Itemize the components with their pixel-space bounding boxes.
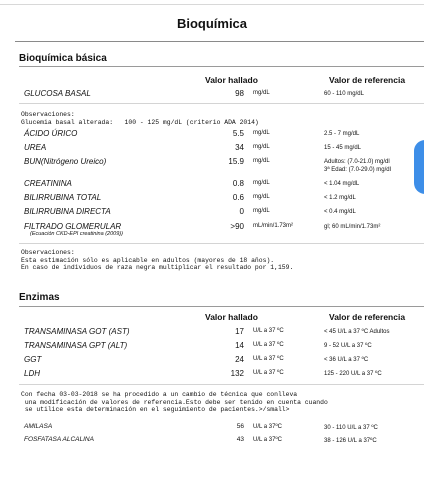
test-method: (Ecuación CKD-EPI creatinina (2009)) [30, 231, 123, 237]
test-unit: U/L a 37ºC [253, 424, 282, 430]
test-reference: 60 - 110 mg/dL [324, 91, 364, 97]
test-value: 98 [235, 89, 244, 98]
column-header-found: Valor hallado [205, 75, 258, 85]
test-value: 43 [236, 436, 244, 443]
result-row-acido-urico [0, 129, 424, 141]
result-row-ggt [0, 355, 424, 367]
test-unit: mg/dL [253, 158, 270, 164]
test-unit: mL/min/1.73m² [253, 223, 294, 229]
test-unit: mg/dL [253, 144, 270, 150]
test-unit: mg/dL [253, 130, 270, 136]
test-reference: < 0.4 mg/dL [324, 209, 356, 215]
result-row-glucosa [0, 89, 424, 101]
test-unit: mg/dL [253, 194, 270, 200]
test-name: GGT [24, 355, 42, 364]
column-header-reference: Valor de referencia [329, 312, 406, 322]
test-value: 0.8 [232, 179, 244, 188]
test-name: AMILASA [24, 423, 53, 430]
test-reference: 38 - 126 U/L a 37ºC [324, 438, 377, 444]
test-reference [324, 158, 391, 174]
test-reference: gl; 60 mL/min/1.73m² [324, 224, 381, 230]
test-value: 17 [235, 327, 244, 336]
result-row-ldh [0, 369, 424, 381]
test-name: UREA [24, 143, 47, 152]
result-row-amilasa [0, 423, 424, 435]
test-value: 5.5 [232, 129, 244, 138]
test-name: GLUCOSA BASAL [24, 89, 91, 98]
page-title: Bioquímica [176, 16, 248, 31]
test-reference: 125 - 220 U/L a 37 ºC [324, 371, 382, 377]
result-row-fosfatasa-alcalina [0, 436, 424, 448]
test-value: 132 [230, 369, 244, 378]
test-unit: mg/dL [253, 208, 270, 214]
test-value: 56 [236, 423, 244, 430]
section-divider [19, 306, 424, 307]
result-row-bun [0, 157, 424, 173]
test-unit: mg/dL [253, 180, 270, 186]
result-row-urea [0, 143, 424, 155]
row-divider [19, 243, 424, 244]
test-reference: 15 - 45 mg/dL [324, 145, 362, 151]
test-name: ÁCIDO ÚRICO [24, 129, 78, 138]
test-name: TRANSAMINASA GOT (AST) [24, 327, 130, 336]
test-reference: 2.5 - 7 mg/dL [324, 131, 360, 137]
test-name: BUN(Nitrógeno Ureico) [24, 157, 107, 166]
test-name: TRANSAMINASA GPT (ALT) [24, 341, 128, 350]
row-divider [19, 103, 424, 104]
result-row-gpt [0, 341, 424, 353]
test-unit: U/L a 37 ºC [253, 342, 284, 348]
result-row-creatinina [0, 179, 424, 191]
section-title-bioquimica-basica: Bioquímica básica [19, 53, 107, 64]
test-value: 14 [235, 341, 244, 350]
test-value: 34 [235, 143, 244, 152]
test-unit: U/L a 37 ºC [253, 356, 284, 362]
test-unit: U/L a 37ºC [253, 437, 282, 443]
test-name: CREATININA [24, 179, 72, 188]
test-value: 0.6 [232, 193, 244, 202]
side-scroll-handle[interactable] [414, 140, 424, 194]
test-name: FOSFATASA ALCALINA [24, 436, 94, 443]
test-value: 15.9 [228, 157, 244, 166]
result-row-filtrado-glomerular [0, 222, 424, 237]
result-row-got [0, 327, 424, 339]
observations-glucosa: Observaciones: Glucemia basal alterada: 100 - 125 mg/dL (criterio ADA 2014) [21, 111, 259, 126]
test-reference-elderly: 3ª Edad: (7.0-29.0) mg/dl [324, 167, 391, 173]
observations-filtrado: Observaciones: Esta estimación sólo es aplicable en adultos (mayores de 18 años). En caso de individuos de raza negra multiplicar el resultado por 1,159. [21, 249, 294, 272]
row-divider [19, 384, 424, 385]
test-reference: < 36 U/L a 37 ºC [324, 357, 369, 363]
test-reference: < 1.2 mg/dL [324, 195, 356, 201]
test-name: BILIRRUBINA DIRECTA [24, 207, 111, 216]
section-title-enzimas: Enzimas [19, 292, 60, 303]
test-name: FILTRADO GLOMERULAR [24, 222, 122, 231]
column-header-found: Valor hallado [205, 312, 258, 322]
technique-change-note: Con fecha 03-03-2018 se ha procedido a un cambio de técnica que conlleva una modificación de valores de referencia.Esto debe ser tenido en cuenta cuando se utilice esta determinación en el seguimiento de pacientes.>/small> [21, 391, 328, 414]
test-reference: 9 - 52 U/L a 37 ºC [324, 343, 372, 349]
test-unit: U/L a 37 ºC [253, 370, 284, 376]
top-border [0, 4, 424, 5]
test-value: >90 [230, 222, 244, 231]
test-value: 24 [235, 355, 244, 364]
test-reference: < 45 U/L a 37 ºC Adultos [324, 329, 390, 335]
test-value: 0 [239, 207, 244, 216]
test-reference: < 1.04 mg/dL [324, 181, 360, 187]
test-unit: U/L a 37 ºC [253, 328, 284, 334]
test-reference-adults: Adultos: (7.0-21.0) mg/dl [324, 159, 390, 165]
section-divider [19, 66, 424, 67]
test-name: LDH [24, 369, 41, 378]
result-row-bilirrubina-directa [0, 207, 424, 219]
column-header-reference: Valor de referencia [329, 75, 406, 85]
result-row-bilirrubina-total [0, 193, 424, 205]
title-divider [15, 41, 424, 42]
test-name: BILIRRUBINA TOTAL [24, 193, 102, 202]
test-unit: mg/dL [253, 90, 270, 96]
test-reference: 30 - 110 U/L a 37 ºC [324, 425, 378, 431]
